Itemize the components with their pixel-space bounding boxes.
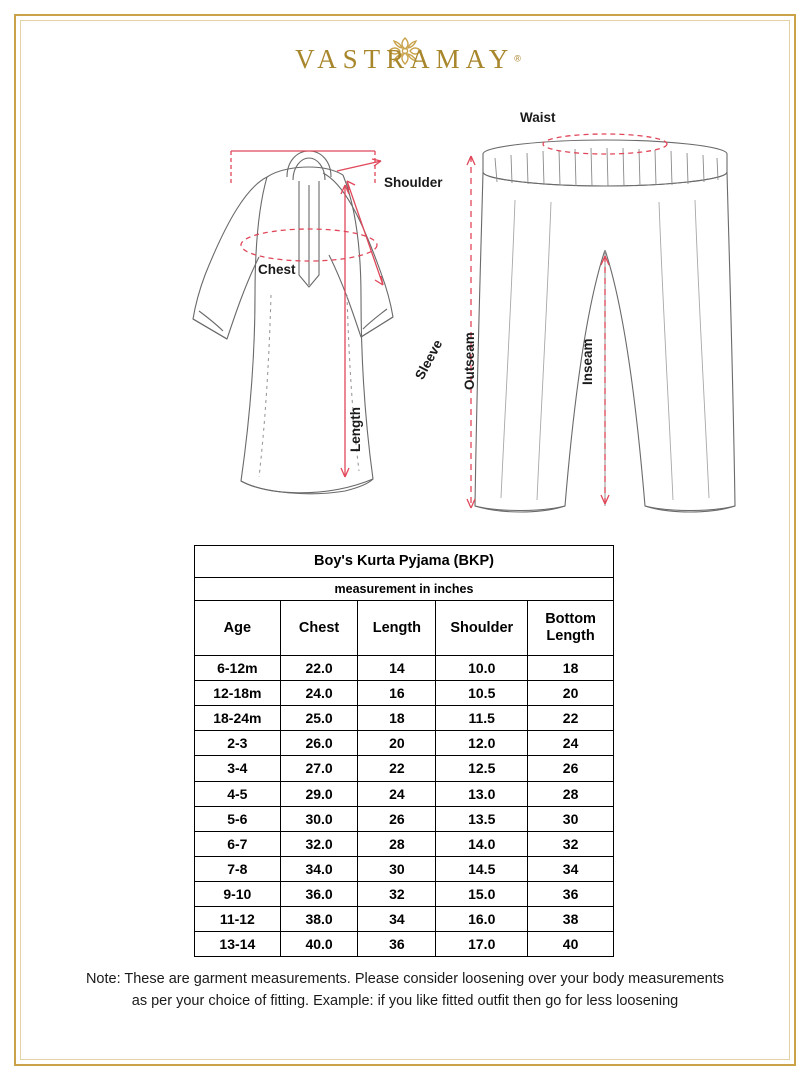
cell-chest: 24.0 (280, 681, 358, 706)
cell-chest: 25.0 (280, 706, 358, 731)
cell-length: 34 (358, 906, 436, 931)
cell-length: 26 (358, 806, 436, 831)
cell-age: 3-4 (195, 756, 281, 781)
cell-chest: 26.0 (280, 731, 358, 756)
note-line-2: as per your choice of fitting. Example: if you like fitted outfit then go for less loosening (131, 993, 679, 1010)
cell-shoulder: 15.0 (436, 881, 528, 906)
cell-shoulder: 16.0 (436, 906, 528, 931)
column-header-shoulder: Shoulder (436, 601, 528, 656)
size-table-wrapper (194, 545, 614, 957)
table-row (195, 806, 614, 831)
label-outseam: Outseam (462, 332, 477, 390)
column-header-bottom-line2: Length (546, 628, 595, 645)
column-header-bottom-length (528, 601, 614, 656)
cell-bottom-length: 26 (528, 756, 614, 781)
cell-shoulder: 14.5 (436, 856, 528, 881)
column-header-length: Length (358, 601, 436, 656)
brand-name: VASTRAMAY (295, 44, 515, 74)
cell-shoulder: 10.0 (436, 656, 528, 681)
table-row (195, 906, 614, 931)
brand-wordmark-row (0, 44, 810, 75)
label-chest: Chest (258, 262, 296, 277)
cell-chest: 22.0 (280, 656, 358, 681)
table-header-row (195, 601, 614, 656)
label-waist: Waist (520, 110, 556, 125)
cell-shoulder: 17.0 (436, 932, 528, 957)
table-row (195, 831, 614, 856)
table-row (195, 856, 614, 881)
cell-bottom-length: 28 (528, 781, 614, 806)
table-row (195, 881, 614, 906)
size-chart-table (194, 545, 614, 957)
cell-chest: 30.0 (280, 806, 358, 831)
cell-shoulder: 14.0 (436, 831, 528, 856)
garment-illustrations (0, 100, 810, 540)
cell-shoulder: 10.5 (436, 681, 528, 706)
table-row (195, 706, 614, 731)
label-inseam: Inseam (580, 338, 595, 385)
cell-length: 18 (358, 706, 436, 731)
cell-chest: 40.0 (280, 932, 358, 957)
note-line-1: Note: These are garment measurements. Please consider loosening over your body measurements (85, 971, 725, 987)
cell-age: 5-6 (195, 806, 281, 831)
column-header-age: Age (195, 601, 281, 656)
cell-age: 7-8 (195, 856, 281, 881)
registered-mark: ® (514, 53, 521, 64)
cell-length: 30 (358, 856, 436, 881)
cell-length: 20 (358, 731, 436, 756)
cell-length: 32 (358, 881, 436, 906)
pyjama-illustration (455, 110, 775, 540)
cell-bottom-length: 38 (528, 906, 614, 931)
cell-bottom-length: 30 (528, 806, 614, 831)
cell-length: 28 (358, 831, 436, 856)
column-header-chest: Chest (280, 601, 358, 656)
table-row (195, 681, 614, 706)
cell-length: 36 (358, 932, 436, 957)
cell-shoulder: 13.5 (436, 806, 528, 831)
table-row (195, 656, 614, 681)
cell-chest: 34.0 (280, 856, 358, 881)
cell-age: 11-12 (195, 906, 281, 931)
cell-length: 24 (358, 781, 436, 806)
cell-chest: 36.0 (280, 881, 358, 906)
cell-bottom-length: 20 (528, 681, 614, 706)
cell-age: 13-14 (195, 932, 281, 957)
label-length: Length (348, 407, 363, 452)
cell-age: 9-10 (195, 881, 281, 906)
table-row (195, 781, 614, 806)
table-title: Boy's Kurta Pyjama (BKP) (195, 546, 614, 578)
cell-age: 6-7 (195, 831, 281, 856)
cell-shoulder: 12.5 (436, 756, 528, 781)
cell-age: 2-3 (195, 731, 281, 756)
label-shoulder: Shoulder (384, 175, 443, 190)
table-row (195, 756, 614, 781)
cell-bottom-length: 32 (528, 831, 614, 856)
cell-shoulder: 12.0 (436, 731, 528, 756)
cell-age: 6-12m (195, 656, 281, 681)
cell-length: 22 (358, 756, 436, 781)
brand-header (0, 34, 810, 75)
table-title-row (195, 546, 614, 578)
column-header-bottom-line1: Bottom (545, 611, 596, 628)
table-subtitle: measurement in inches (195, 577, 614, 600)
measurement-note (28, 968, 782, 1013)
cell-length: 16 (358, 681, 436, 706)
table-subtitle-row (195, 577, 614, 600)
cell-age: 4-5 (195, 781, 281, 806)
cell-chest: 29.0 (280, 781, 358, 806)
cell-chest: 38.0 (280, 906, 358, 931)
cell-bottom-length: 36 (528, 881, 614, 906)
cell-shoulder: 13.0 (436, 781, 528, 806)
cell-chest: 27.0 (280, 756, 358, 781)
cell-length: 14 (358, 656, 436, 681)
cell-bottom-length: 22 (528, 706, 614, 731)
cell-age: 18-24m (195, 706, 281, 731)
cell-shoulder: 11.5 (436, 706, 528, 731)
cell-bottom-length: 18 (528, 656, 614, 681)
cell-age: 12-18m (195, 681, 281, 706)
table-row (195, 731, 614, 756)
table-row (195, 932, 614, 957)
cell-bottom-length: 40 (528, 932, 614, 957)
cell-bottom-length: 34 (528, 856, 614, 881)
label-sleeve: Sleeve (412, 337, 446, 383)
cell-chest: 32.0 (280, 831, 358, 856)
cell-bottom-length: 24 (528, 731, 614, 756)
